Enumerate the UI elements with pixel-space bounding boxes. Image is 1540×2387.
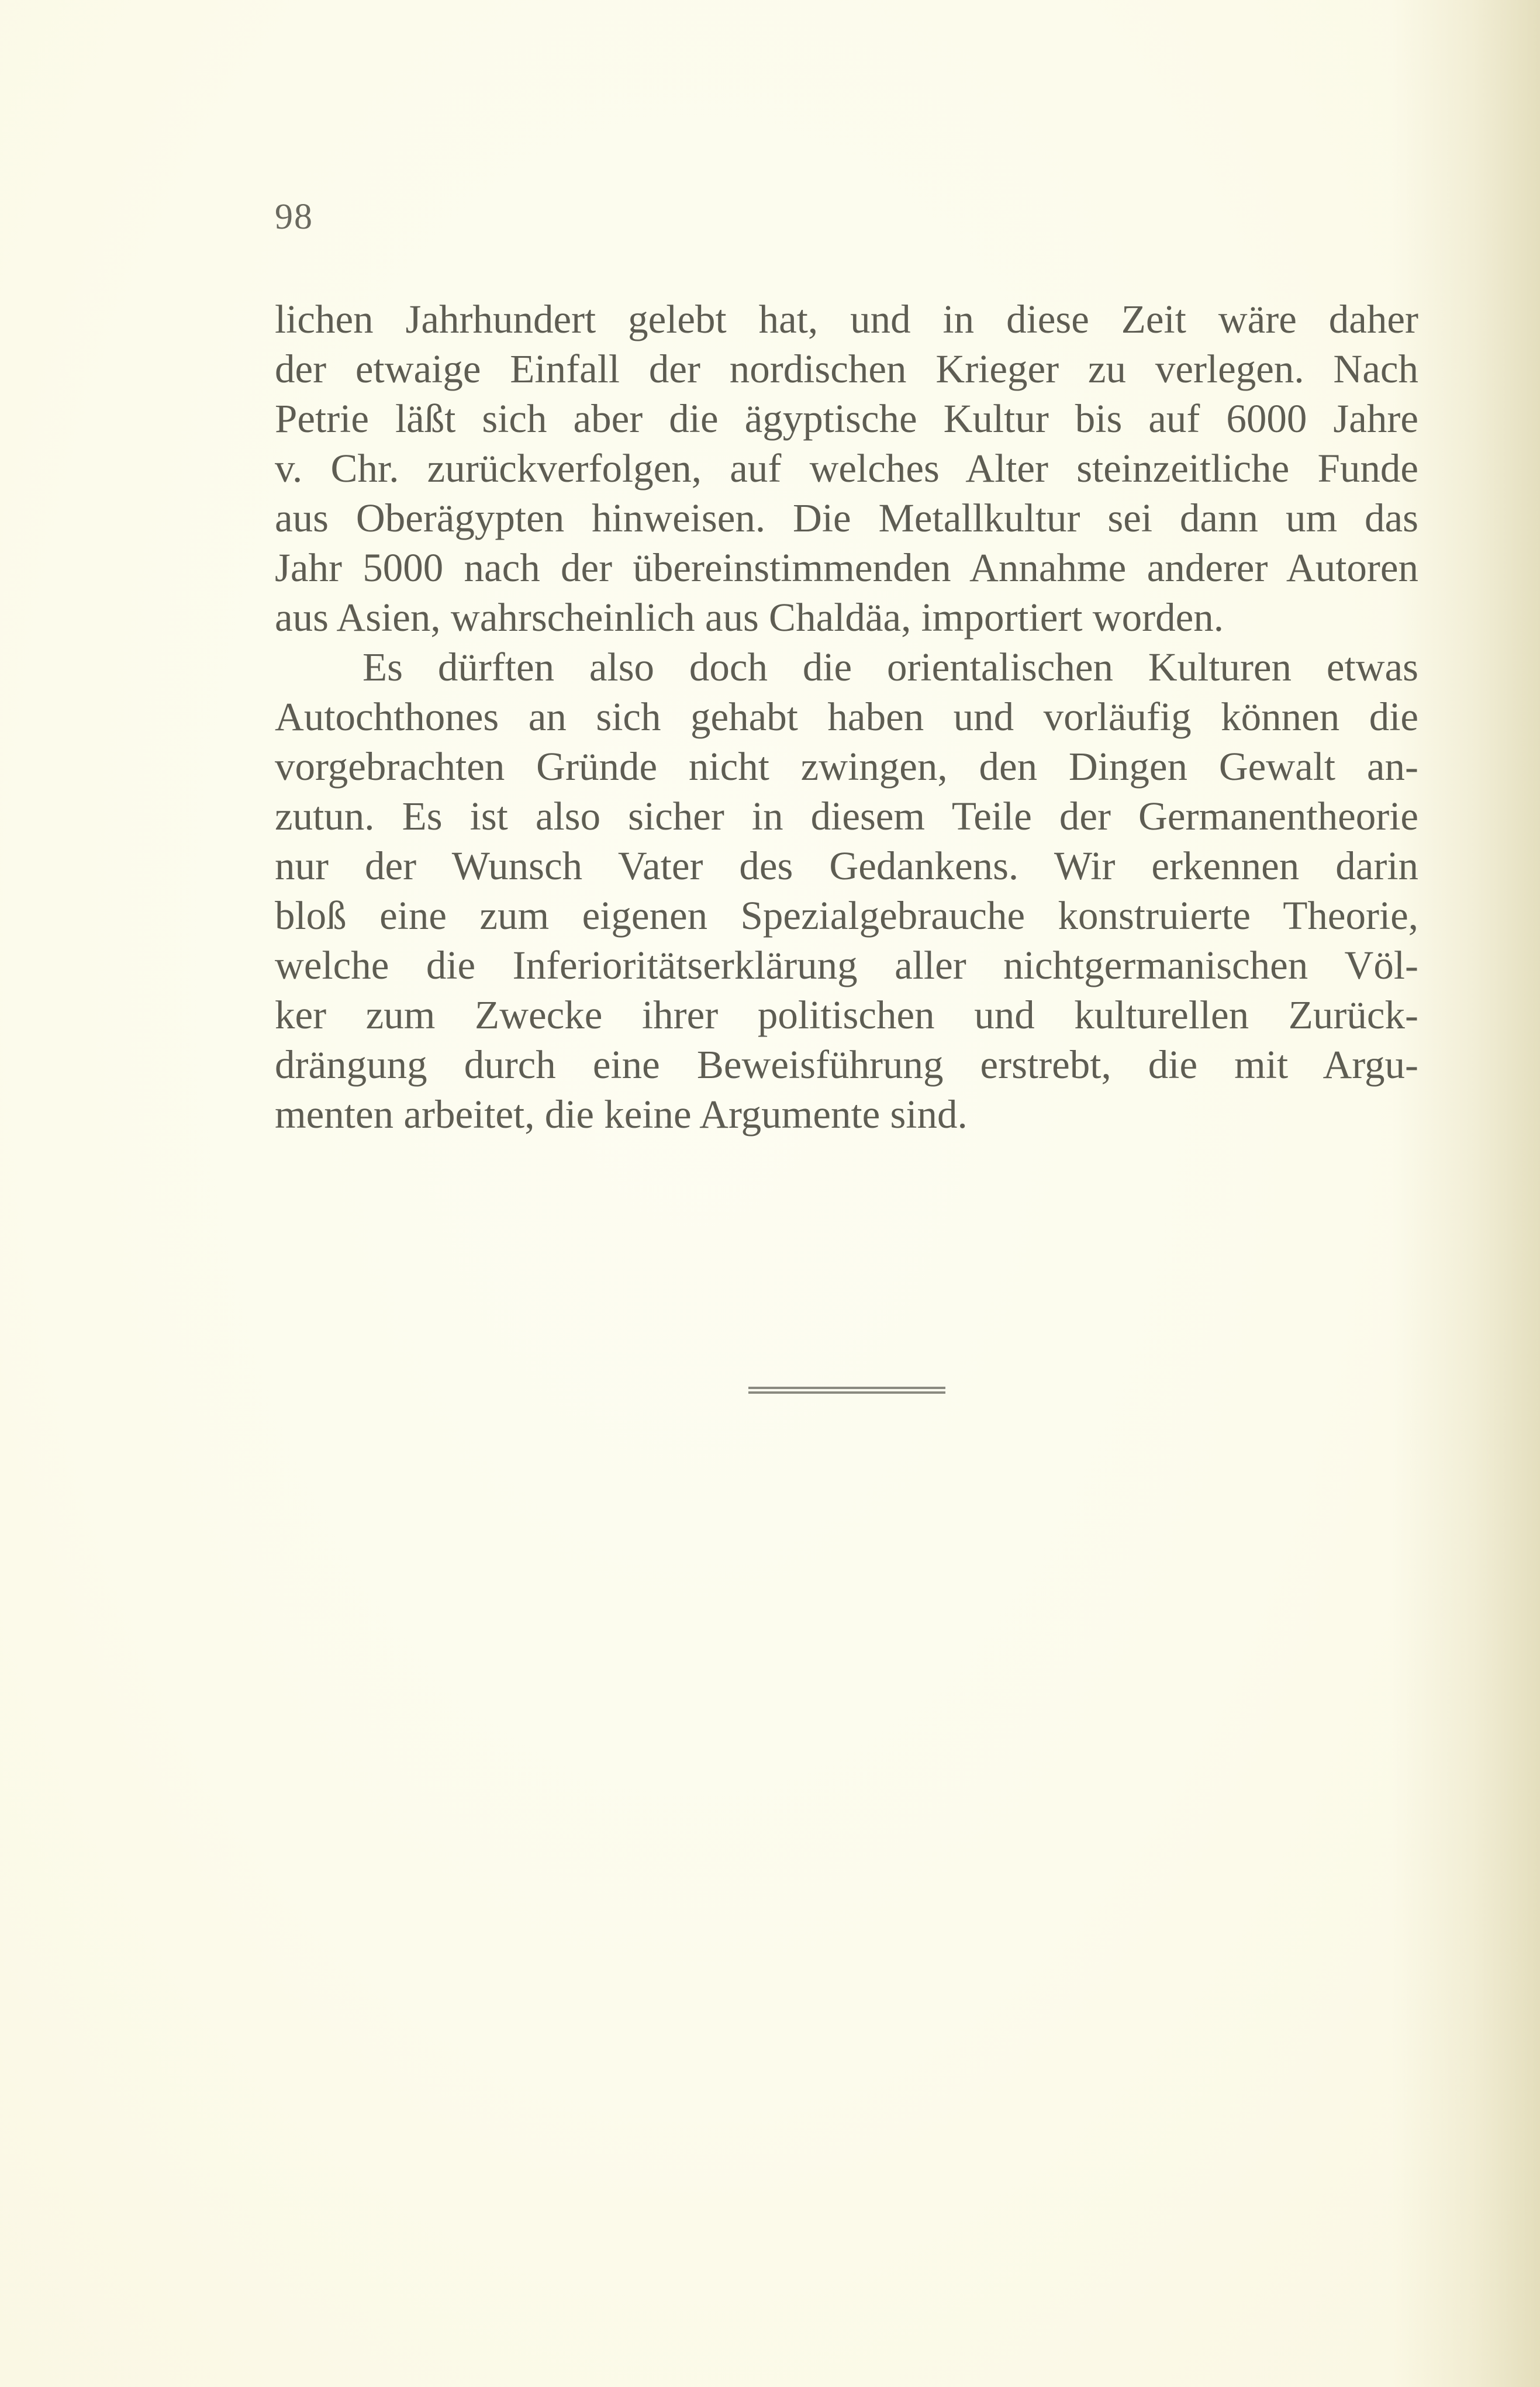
paragraph-1 [275,295,1418,642]
page-number: 98 [275,197,313,237]
end-ornament-double-rule [748,1387,945,1396]
text-line: lichen Jahrhundert gelebt hat, und in diese Zeit wäre daher [275,297,1418,341]
paragraph-2 [275,642,1418,1139]
text-line: drängung durch eine Beweisführung erstrebt, die mit Argu- [275,1042,1418,1087]
text-line: ker zum Zwecke ihrer politischen und kulturellen Zurück- [275,993,1418,1037]
text-line: menten arbeitet, die keine Argumente sind. [275,1092,968,1136]
rule-line-bottom [748,1391,945,1394]
rule-line-top [748,1387,945,1389]
text-line: Jahr 5000 nach der übereinstimmenden Annahme anderer Autoren [275,545,1418,590]
text-line: v. Chr. zurückverfolgen, auf welches Alter steinzeitliche Funde [275,446,1418,490]
text-line: Autochthones an sich gehabt haben und vorläufig können die [275,695,1418,739]
text-line: welche die Inferioritätserklärung aller nichtgermanischen Völ- [275,943,1418,987]
text-line: nur der Wunsch Vater des Gedankens. Wir erkennen darin [275,844,1418,888]
text-line: zutun. Es ist also sicher in diesem Teile der Germanentheorie [275,794,1418,838]
text-line: der etwaige Einfall der nordischen Krieger zu verlegen. Nach [275,347,1418,391]
text-line: vorgebrachten Gründe nicht zwingen, den Dingen Gewalt an- [275,744,1418,789]
text-line: Petrie läßt sich aber die ägyptische Kultur bis auf 6000 Jahre [275,396,1418,441]
text-line: aus Asien, wahrscheinlich aus Chaldäa, importiert worden. [275,595,1224,640]
text-line: bloß eine zum eigenen Spezialgebrauche konstruierte Theorie, [275,893,1418,938]
body-text [275,295,1418,1139]
text-line: aus Oberägypten hinweisen. Die Metallkultur sei dann um das [275,496,1418,540]
text-line: Es dürften also doch die orientalischen Kulturen etwas [362,645,1418,689]
